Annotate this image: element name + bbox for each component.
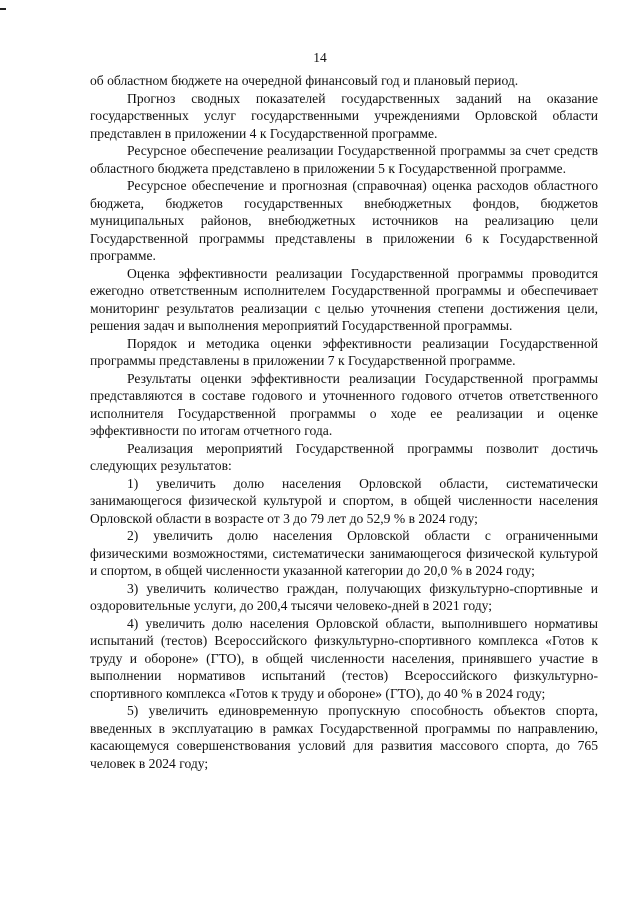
page-number: 14 xyxy=(313,50,327,65)
document-body xyxy=(90,72,598,772)
paragraph-assessment-methodology: Порядок и методика оценки эффективности реализации Государственной программы представлены в приложении 7 к Государственной программе. xyxy=(90,335,598,368)
result-item-4: 4) увеличить долю населения Орловской области, выполнившего нормативы испытаний (тестов) Всероссийского физкультурно-спортивного комплекса «Готов к труду и обороне» (ГТО), в общей численности населения, принявшего участие в выполнении нормативов испытаний (тестов) Всероссийского физкультурно-спортивного комплекса «Готов к труду и обороне» (ГТО), до 40 % в 2024 году; xyxy=(90,615,598,701)
result-item-3: 3) увеличить количество граждан, получающих физкультурно-спортивные и оздоровительные услуги, до 200,4 тысячи человеко-дней в 2021 году; xyxy=(90,580,598,613)
scan-edge-mark xyxy=(0,8,6,10)
paragraph-expected-results-intro: Реализация мероприятий Государственной программы позволит достичь следующих результатов: xyxy=(90,440,598,473)
result-item-1: 1) увеличить долю населения Орловской области, систематически занимающегося физической культурой и спортом, в общей численности населения Орловской области в возрасте от 3 до 79 лет до 52,9 % в 2024 году; xyxy=(90,475,598,526)
paragraph-resource-estimate: Ресурсное обеспечение и прогнозная (справочная) оценка расходов областного бюджета, бюджетов государственных внебюджетных фондов, бюджетов муниципальных районов, внебюджетных источников на реализацию цели Государственной программы представлены в приложении 6 к Государственной программе. xyxy=(90,178,598,263)
result-item-2: 2) увеличить долю населения Орловской области с ограниченными физическими возможностями, систематически занимающегося физической культурой и спортом, в общей численности указанной категории до 20,0 % в 2024 году; xyxy=(90,528,598,578)
paragraph-state-assignments-forecast: Прогноз сводных показателей государственных заданий на оказание государственных услуг государственными учреждениями Орловской области представлен в приложении 4 к Государственной программе. xyxy=(90,90,598,141)
paragraph-budget-law-continuation: об областном бюджете на очередной финансовый год и плановый период. xyxy=(90,73,519,88)
paragraph-regional-budget-resources: Ресурсное обеспечение реализации Государственной программы за счет средств областного бюджета представлено в приложении 5 к Государственной программе. xyxy=(90,143,598,176)
result-item-5: 5) увеличить единовременную пропускную способность объектов спорта, введенных в эксплуатацию в рамках Государственной программы по направлению, касающемуся совершенствования условий для развития массового спорта, до 765 человек в 2024 году; xyxy=(90,703,598,771)
paragraph-assessment-results: Результаты оценки эффективности реализации Государственной программы представляются в составе годового и уточненного годового отчетов ответственного исполнителя Государственной программы о ходе ее реализации и оценке эффективности по итогам отчетного года. xyxy=(90,370,598,438)
paragraph-efficiency-assessment: Оценка эффективности реализации Государственной программы проводится ежегодно ответственным исполнителем Государственной программы и обеспечивает мониторинг результатов реализации с целью уточнения степени достижения цели, решения задач и выполнения мероприятий Государственной программы. xyxy=(90,265,598,333)
